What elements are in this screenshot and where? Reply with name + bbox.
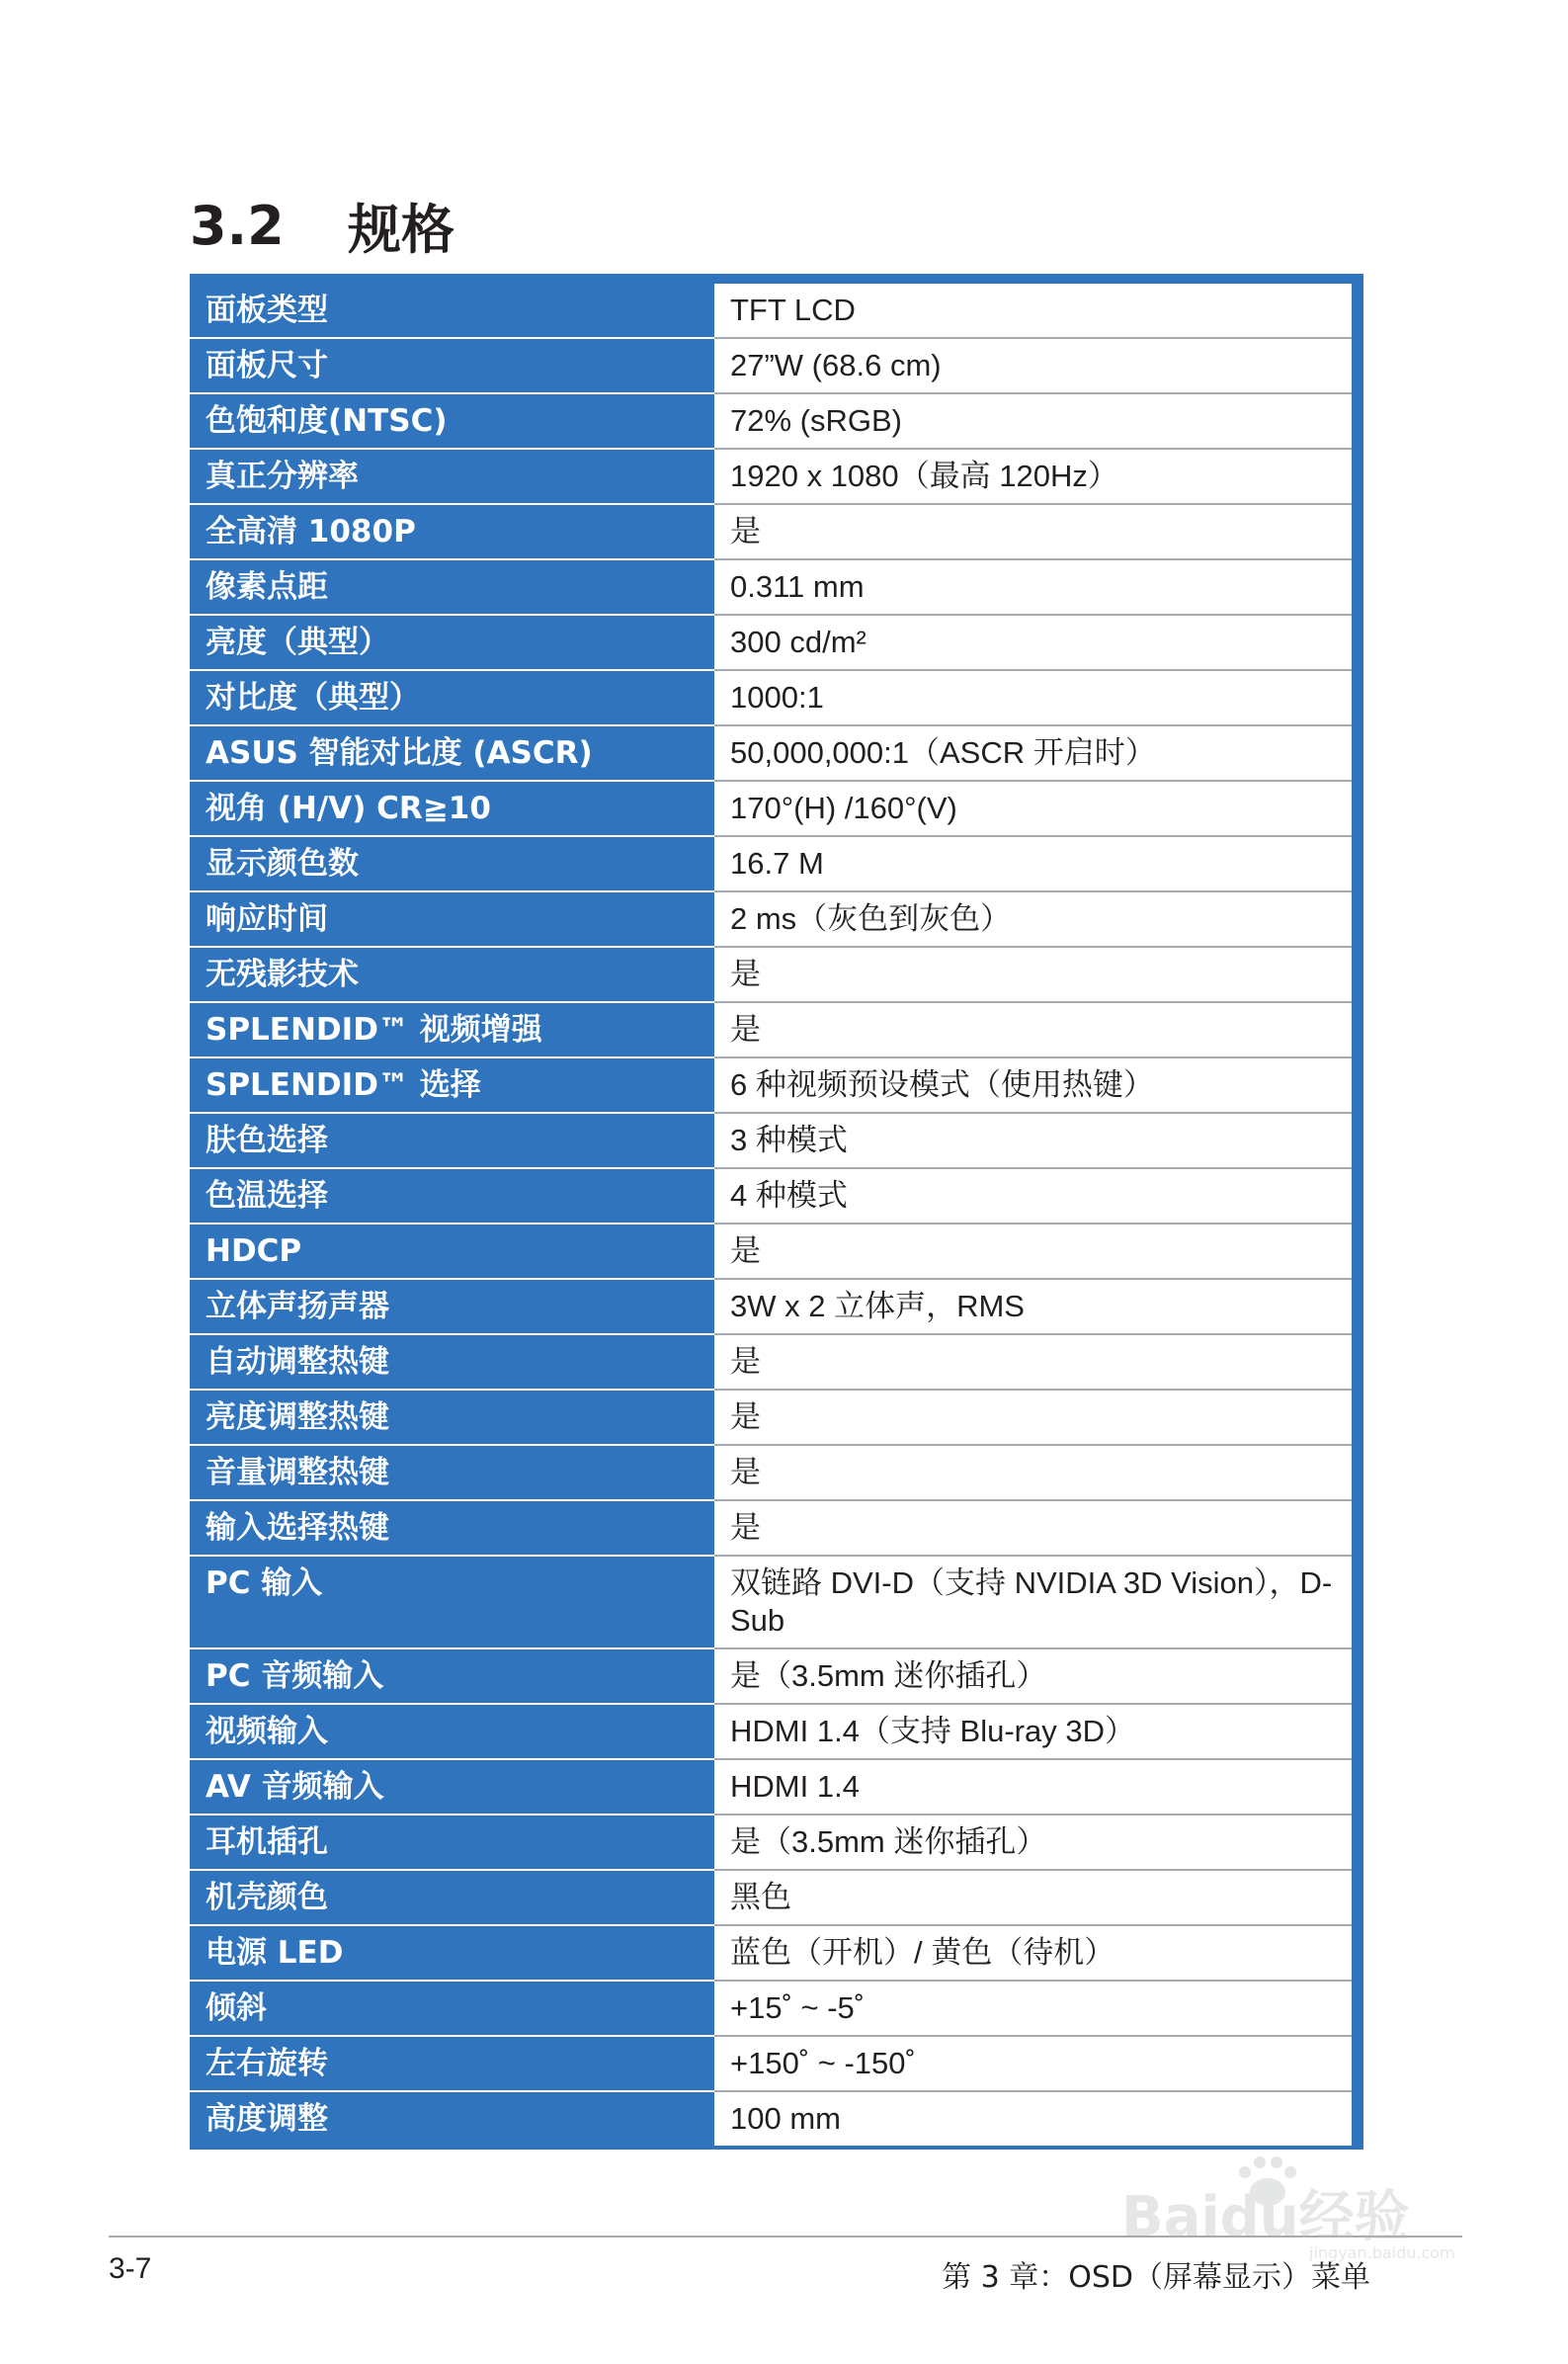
spec-row (190, 1334, 1358, 1390)
spec-value: 1000:1 (714, 670, 1358, 725)
spec-row (190, 781, 1358, 836)
spec-row (190, 1390, 1358, 1445)
spec-row (190, 559, 1358, 615)
spec-row (190, 615, 1358, 670)
spec-label: 电源 LED (190, 1925, 714, 1981)
spec-row (190, 2036, 1358, 2091)
spec-value: 27”W (68.6 cm) (714, 338, 1358, 393)
spec-label: 对比度（典型） (190, 670, 714, 725)
spec-label: HDCP (190, 1224, 714, 1279)
spec-value: 72% (sRGB) (714, 393, 1358, 449)
section-heading (190, 191, 454, 260)
spec-value: 3W x 2 立体声，RMS (714, 1279, 1358, 1334)
spec-label: SPLENDID™ 选择 (190, 1057, 714, 1113)
spec-value: 50,000,000:1（ASCR 开启时） (714, 725, 1358, 781)
spec-label: 视角 (H/V) CR≧10 (190, 781, 714, 836)
spec-value: 100 mm (714, 2091, 1358, 2148)
spec-value: 是 (714, 1445, 1358, 1500)
baidu-watermark-logo (1112, 2145, 1467, 2263)
spec-row (190, 1500, 1358, 1556)
spec-label: 色温选择 (190, 1168, 714, 1224)
spec-row (190, 449, 1358, 504)
spec-value: 0.311 mm (714, 559, 1358, 615)
spec-value: 蓝色（开机）/ 黄色（待机） (714, 1925, 1358, 1981)
spec-value: HDMI 1.4 (714, 1759, 1358, 1815)
watermark-url: jingyan.baidu.com (1309, 2243, 1455, 2262)
spec-label: SPLENDID™ 视频增强 (190, 1002, 714, 1057)
spec-value: +15˚ ~ -5˚ (714, 1981, 1358, 2036)
spec-label: 响应时间 (190, 891, 714, 947)
spec-row (190, 947, 1358, 1002)
spec-value: 是（3.5mm 迷你插孔） (714, 1648, 1358, 1704)
spec-label: 像素点距 (190, 559, 714, 615)
spec-row (190, 1704, 1358, 1759)
spec-label: 肤色选择 (190, 1113, 714, 1168)
spec-row (190, 1002, 1358, 1057)
spec-row (190, 1113, 1358, 1168)
footer-divider (109, 2236, 1462, 2237)
spec-value: 是 (714, 1334, 1358, 1390)
spec-value: 170°(H) /160°(V) (714, 781, 1358, 836)
spec-row (190, 338, 1358, 393)
watermark-text: Baidu经验 (1121, 2185, 1410, 2249)
spec-row (190, 725, 1358, 781)
spec-row (190, 891, 1358, 947)
spec-label: 面板类型 (190, 279, 714, 338)
spec-label: 视频输入 (190, 1704, 714, 1759)
spec-label: PC 输入 (190, 1556, 714, 1648)
spec-row (190, 1445, 1358, 1500)
spec-label: PC 音频输入 (190, 1648, 714, 1704)
spec-label: 音量调整热键 (190, 1445, 714, 1500)
spec-row (190, 1759, 1358, 1815)
spec-value: TFT LCD (714, 279, 1358, 338)
spec-value: 是 (714, 504, 1358, 559)
spec-row (190, 1279, 1358, 1334)
spec-label: 面板尺寸 (190, 338, 714, 393)
spec-row (190, 1057, 1358, 1113)
spec-row (190, 393, 1358, 449)
spec-row (190, 1870, 1358, 1925)
spec-value: 是 (714, 1390, 1358, 1445)
spec-label: 真正分辨率 (190, 449, 714, 504)
spec-row (190, 836, 1358, 891)
spec-row (190, 1925, 1358, 1981)
spec-row (190, 2091, 1358, 2148)
spec-label: 无残影技术 (190, 947, 714, 1002)
spec-label: 色饱和度(NTSC) (190, 393, 714, 449)
spec-row (190, 279, 1358, 338)
spec-value: 双链路 DVI-D（支持 NVIDIA 3D Vision），D-Sub (714, 1556, 1358, 1648)
spec-row (190, 1815, 1358, 1870)
spec-value: HDMI 1.4（支持 Blu-ray 3D） (714, 1704, 1358, 1759)
spec-label: 显示颜色数 (190, 836, 714, 891)
spec-row (190, 1556, 1358, 1648)
spec-value: 是 (714, 1002, 1358, 1057)
spec-value: 300 cd/m² (714, 615, 1358, 670)
spec-value: 是 (714, 1500, 1358, 1556)
spec-value: 3 种模式 (714, 1113, 1358, 1168)
spec-label: 耳机插孔 (190, 1815, 714, 1870)
spec-row (190, 1981, 1358, 2036)
spec-label: 自动调整热键 (190, 1334, 714, 1390)
chapter-title: 第 3 章：OSD（屏幕显示）菜单 (942, 2260, 1370, 2295)
spec-value: 16.7 M (714, 836, 1358, 891)
spec-row (190, 1648, 1358, 1704)
spec-value: 4 种模式 (714, 1168, 1358, 1224)
page-number: 3-7 (109, 2252, 152, 2285)
spec-label: 亮度（典型） (190, 615, 714, 670)
spec-value: 6 种视频预设模式（使用热键） (714, 1057, 1358, 1113)
spec-label: ASUS 智能对比度 (ASCR) (190, 725, 714, 781)
spec-label: 立体声扬声器 (190, 1279, 714, 1334)
section-title: 规格 (348, 198, 454, 261)
spec-label: 全高清 1080P (190, 504, 714, 559)
spec-label: 高度调整 (190, 2091, 714, 2148)
spec-value: 2 ms（灰色到灰色） (714, 891, 1358, 947)
spec-row (190, 504, 1358, 559)
spec-value: 是（3.5mm 迷你插孔） (714, 1815, 1358, 1870)
spec-row (190, 1168, 1358, 1224)
spec-table-body (190, 279, 1358, 2148)
spec-value: 是 (714, 947, 1358, 1002)
spec-label: 机壳颜色 (190, 1870, 714, 1925)
spec-row (190, 1224, 1358, 1279)
spec-value: 1920 x 1080（最高 120Hz） (714, 449, 1358, 504)
spec-label: AV 音频输入 (190, 1759, 714, 1815)
spec-value: +150˚ ~ -150˚ (714, 2036, 1358, 2091)
spec-value: 黑色 (714, 1870, 1358, 1925)
spec-table (190, 274, 1363, 2150)
spec-label: 倾斜 (190, 1981, 714, 2036)
spec-value: 是 (714, 1224, 1358, 1279)
section-number: 3.2 (190, 194, 285, 257)
spec-label: 输入选择热键 (190, 1500, 714, 1556)
spec-row (190, 670, 1358, 725)
spec-label: 亮度调整热键 (190, 1390, 714, 1445)
spec-label: 左右旋转 (190, 2036, 714, 2091)
